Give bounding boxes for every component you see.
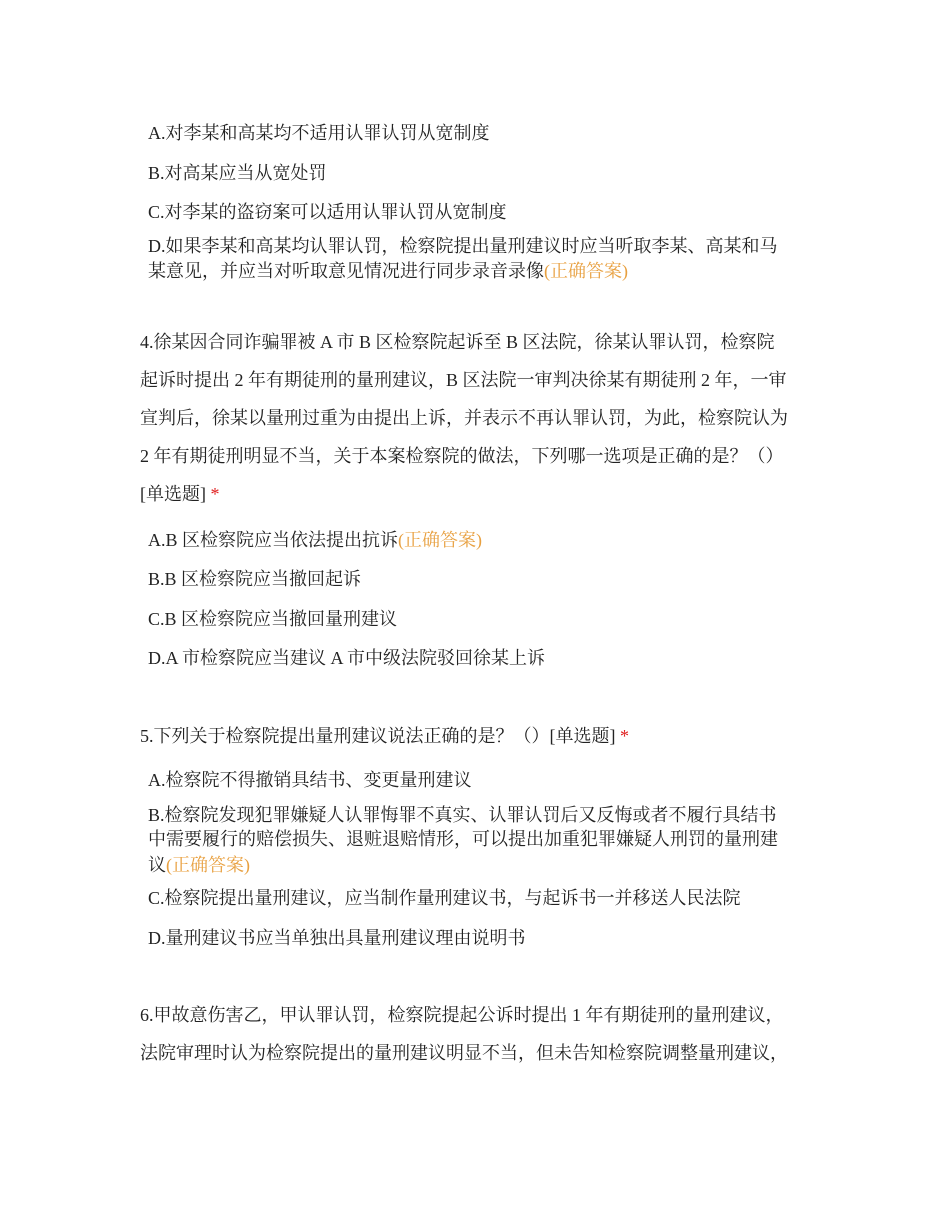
q5-option-c: C.检察院提出量刑建议，应当制作量刑建议书，与起诉书一并移送人民法院 — [148, 888, 741, 908]
q4-option-b: B.B 区检察院应当撤回起诉 — [148, 569, 362, 589]
question-label: 5.下列关于检察院提出量刑建议说法正确的是？（）[单选题] — [140, 726, 616, 746]
q3-option-b: B.对高某应当从宽处罚 — [148, 163, 327, 183]
q5-option-b-cont — [148, 853, 250, 877]
question-text — [140, 724, 629, 748]
question-text: 4.徐某因合同诈骗罪被 A 市 B 区检察院起诉至 B 区法院，徐某认罪认罚，检察院 — [140, 332, 775, 352]
q4-option-c: C.B 区检察院应当撤回量刑建议 — [148, 609, 398, 629]
option-text: 议 — [148, 855, 166, 875]
question-type — [140, 482, 220, 506]
question-text: 6.甲故意伤害乙，甲认罪认罚，检察院提起公诉时提出 1 年有期徒刑的量刑建议， — [140, 1005, 784, 1025]
question-text: 宣判后，徐某以量刑过重为由提出上诉，并表示不再认罪认罚，为此，检察院认为 — [140, 408, 788, 428]
question-type-label: [单选题] — [140, 484, 206, 504]
required-marker: * — [210, 484, 220, 504]
q5-option-b-cont: 中需要履行的赔偿损失、退赃退赔情形，可以提出加重犯罪嫌疑人刑罚的量刑建 — [148, 829, 778, 849]
correct-answer-tag: (正确答案) — [544, 261, 628, 281]
required-marker: * — [620, 726, 629, 746]
q3-option-a: A.对李某和高某均不适用认罪认罚从宽制度 — [148, 123, 490, 143]
correct-answer-tag: (正确答案) — [166, 855, 250, 875]
q3-option-d: D.如果李某和高某均认罪认罚，检察院提出量刑建议时应当听取李某、高某和马 — [148, 236, 778, 256]
q4-option-a — [148, 528, 482, 552]
q3-option-c: C.对李某的盗窃案可以适用认罪认罚从宽制度 — [148, 202, 507, 222]
question-text: 2 年有期徒刑明显不当，关于本案检察院的做法，下列哪一选项是正确的是？（） — [140, 446, 784, 466]
correct-answer-tag: (正确答案) — [398, 530, 483, 550]
question-text: 起诉时提出 2 年有期徒刑的量刑建议，B 区法院一审判决徐某有期徒刑 2 年，一审 — [140, 370, 787, 390]
option-text: 某意见，并应当对听取意见情况进行同步录音录像 — [148, 261, 544, 281]
option-text: A.B 区检察院应当依法提出抗诉 — [148, 530, 399, 550]
q5-option-b: B.检察院发现犯罪嫌疑人认罪悔罪不真实、认罪认罚后又反悔或者不履行具结书 — [148, 805, 777, 825]
q5-option-a: A.检察院不得撤销具结书、变更量刑建议 — [148, 770, 472, 790]
q4-option-d: D.A 市检察院应当建议 A 市中级法院驳回徐某上诉 — [148, 648, 546, 668]
question-text: 法院审理时认为检察院提出的量刑建议明显不当，但未告知检察院调整量刑建议， — [140, 1043, 788, 1063]
q5-option-d: D.量刑建议书应当单独出具量刑建议理由说明书 — [148, 928, 526, 948]
q3-option-d-cont — [148, 259, 628, 283]
